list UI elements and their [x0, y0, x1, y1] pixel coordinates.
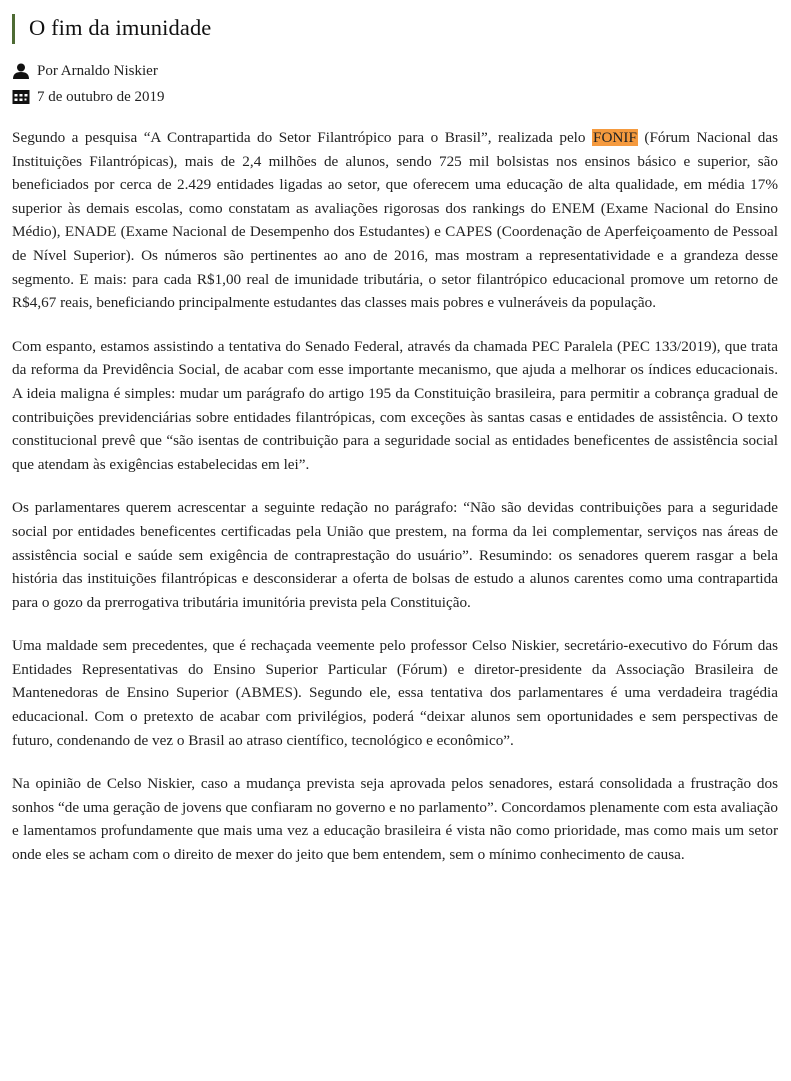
paragraph-5: Na opinião de Celso Niskier, caso a mudança prevista seja aprovada pelos senadores, estará consolidada a frustração dos sonhos “de uma geração de jovens que confiaram no governo e no parlamento”. Concordamos plenamente com esta avaliação e lamentamos profundamente que mais uma vez a educação brasileira é vista não como prioridade, mas como mais um setor onde eles se acham com o direito de mexer do jeito que bem entendem, sem o mínimo conhecimento de causa. [12, 775, 778, 864]
paragraph-4: Uma maldade sem precedentes, que é rechaçada veemente pelo professor Celso Niskier, secretário-executivo do Fórum das Entidades Representativas do Ensino Superior Particular (Fórum) e diretor-presidente da Associação Brasileira de Mantenedoras de Ensino Superior (ABMES). Segundo ele, essa tentativa dos parlamentares é uma verdadeira tragédia educacional. Com o pretexto de acabar com privilégios, poderá “deixar alunos sem oportunidades e sem perspectivas de futuro, condenando de vez o Brasil ao atraso científico, tecnológico e econômico”. [12, 637, 778, 749]
user-icon [12, 63, 30, 79]
article-title: O fim da imunidade [29, 15, 212, 40]
article [12, 0, 778, 887]
calendar-icon [12, 89, 30, 105]
paragraph-1-before: Segundo a pesquisa “A Contrapartida do Setor Filantrópico para o Brasil”, realizada pelo [12, 129, 592, 146]
paragraph-1-after: (Fórum Nacional das Instituições Filantrópicas), mais de 2,4 milhões de alunos, sendo 725 mil bolsistas nos ensinos básico e superior, são beneficiados por cerca de 2.429 entidades ligadas ao setor, que oferecem uma educação de alta qualidade, em média 17% superior às demais escolas, como constatam as avaliações rigorosas dos rankings do ENEM (Exame Nacional do Ensino Médio), ENADE (Exame Nacional de Desempenho dos Estudantes) e CAPES (Coordenação de Aperfeiçoamento de Pessoal de Nível Superior). Os números são pertinentes ao ano de 2016, mas mostram a representatividade e a grandeza desse segmento. E mais: para cada R$1,00 real de imunidade tributária, o setor filantrópico educacional promove um retorno de R$4,67 reais, beneficiando principalmente estudantes das classes mais pobres e vulneráveis da população. [12, 129, 779, 312]
fonif-highlight: FONIF [593, 129, 637, 146]
article-body [12, 126, 778, 867]
title-block [12, 14, 778, 44]
author-name[interactable]: Por Arnaldo Niskier [37, 63, 158, 79]
paragraph-2: Com espanto, estamos assistindo a tentativa do Senado Federal, através da chamada PEC Paralela (PEC 133/2019), que trata da reforma da Previdência Social, de acabar com esse importante mecanismo, que ajuda a melhorar os índices educacionais. A ideia maligna é simples: mudar um parágrafo do artigo 195 da Constituição brasileira, para permitir a cobrança gradual de contribuições previdenciárias sobre entidades filantrópicas, com exceções às santas casas e entidades de assistência. O texto constitucional prevê que “são isentas de contribuição para a seguridade social as entidades beneficentes de assistência social que atendam às exigências estabelecidas em lei”. [12, 337, 778, 473]
article-meta [12, 58, 778, 110]
author-row [12, 58, 778, 84]
paragraph-3: Os parlamentares querem acrescentar a seguinte redação no parágrafo: “Não são devidas contribuições para a seguridade social por entidades beneficentes certificadas pela União que prestem, na forma da lei complementar, serviços nas áreas de assistência social e saúde sem exigência de contraprestação do usuário”. Resumindo: os senadores querem rasgar a bela história das instituições filantrópicas e desconsiderar a oferta de bolsas de estudo a alunos carentes como uma contrapartida para o gozo da prerrogativa tributária imunitória prevista pela Constituição. [12, 499, 778, 611]
paragraph-1 [12, 126, 778, 315]
publish-date: 7 de outubro de 2019 [37, 89, 165, 105]
date-row [12, 84, 778, 110]
